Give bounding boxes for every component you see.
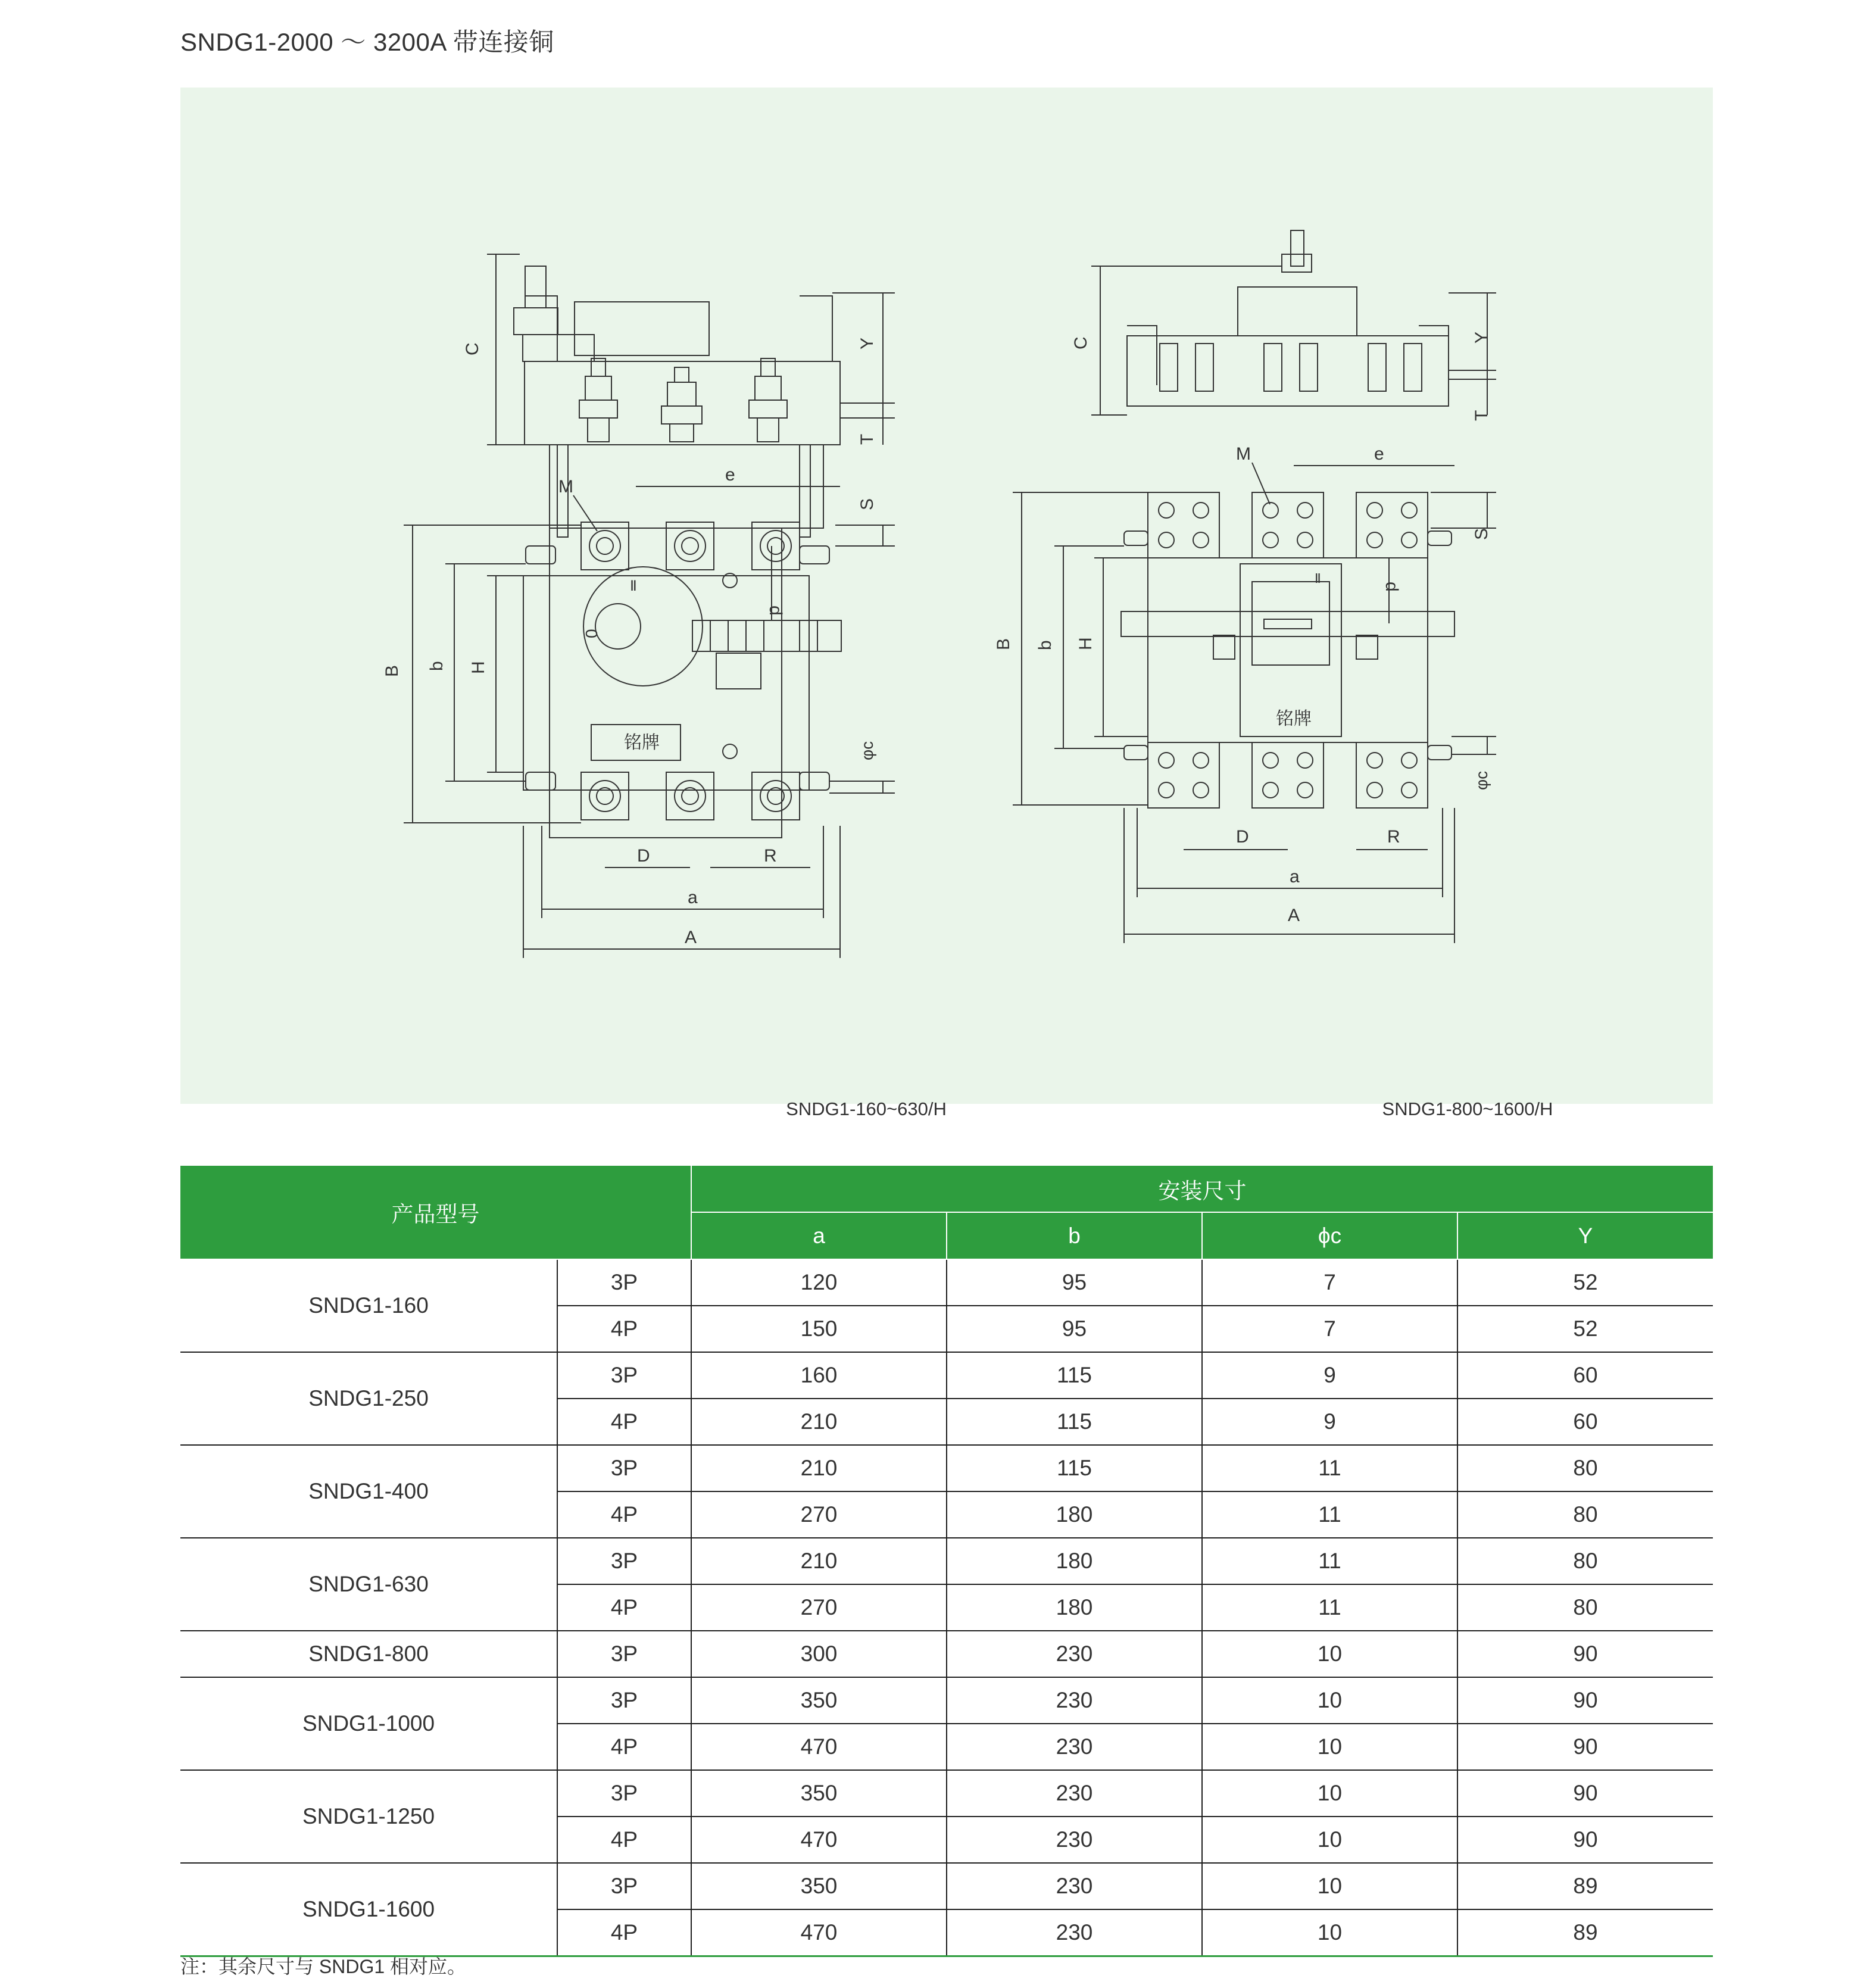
value-cell: 160 (691, 1352, 947, 1399)
side-bolts (579, 358, 787, 442)
model-cell: SNDG1-1250 (180, 1770, 557, 1863)
value-cell: 10 (1202, 1631, 1457, 1677)
value-cell: 7 (1202, 1259, 1457, 1306)
value-cell: 210 (691, 1445, 947, 1491)
value-cell: 9 (1202, 1399, 1457, 1445)
left-dim-phic: φc (858, 741, 876, 760)
pole-cell: 3P (557, 1445, 691, 1491)
right-drawing (994, 230, 1496, 943)
pole-cell: 4P (557, 1724, 691, 1770)
value-cell: 10 (1202, 1863, 1457, 1909)
value-cell: 89 (1457, 1863, 1713, 1909)
value-cell: 230 (947, 1863, 1202, 1909)
value-cell: 11 (1202, 1445, 1457, 1491)
left-side-view (463, 254, 895, 537)
value-cell: 470 (691, 1817, 947, 1863)
table-row (180, 1445, 1713, 1491)
right-dim-A: A (1288, 906, 1300, 925)
left-dim-R: R (764, 846, 777, 866)
value-cell: 90 (1457, 1817, 1713, 1863)
value-cell: 89 (1457, 1909, 1713, 1956)
value-cell: 350 (691, 1770, 947, 1817)
right-dim-B: B (994, 638, 1013, 650)
right-dim-D: D (1236, 827, 1249, 847)
value-cell: 270 (691, 1491, 947, 1538)
right-dim-H: H (1076, 637, 1095, 650)
pole-cell: 4P (557, 1584, 691, 1631)
value-cell: 150 (691, 1306, 947, 1352)
value-cell: 80 (1457, 1538, 1713, 1584)
value-cell: 300 (691, 1631, 947, 1677)
model-cell: SNDG1-1600 (180, 1863, 557, 1956)
right-dim-S: S (1472, 528, 1491, 540)
left-dim-A: A (685, 928, 697, 947)
value-cell: 10 (1202, 1817, 1457, 1863)
value-cell: 11 (1202, 1584, 1457, 1631)
left-nameplate: 铭牌 (624, 733, 660, 753)
pole-cell: 3P (557, 1770, 691, 1817)
value-cell: 210 (691, 1399, 947, 1445)
value-cell: 230 (947, 1909, 1202, 1956)
value-cell: 180 (947, 1584, 1202, 1631)
value-cell: 115 (947, 1352, 1202, 1399)
left-dim-M: M (558, 477, 573, 497)
table-row (180, 1770, 1713, 1817)
value-cell: 80 (1457, 1491, 1713, 1538)
table-row (180, 1863, 1713, 1909)
value-cell: 60 (1457, 1399, 1713, 1445)
model-cell: SNDG1-1000 (180, 1677, 557, 1770)
footnote: 注：其余尺寸与 SNDG1 相对应。 (180, 1956, 467, 1977)
value-cell: 80 (1457, 1445, 1713, 1491)
right-dim-T: T (1472, 410, 1491, 421)
right-side-view (1071, 230, 1496, 421)
value-cell: 95 (947, 1306, 1202, 1352)
model-cell: SNDG1-800 (180, 1631, 557, 1677)
value-cell: 180 (947, 1491, 1202, 1538)
value-cell: 120 (691, 1259, 947, 1306)
model-cell: SNDG1-400 (180, 1445, 557, 1538)
pole-cell: 3P (557, 1259, 691, 1306)
spec-table (180, 1166, 1713, 1957)
pole-cell: 4P (557, 1399, 691, 1445)
dim-T: T (857, 433, 877, 445)
table-row (180, 1677, 1713, 1724)
value-cell: 270 (691, 1584, 947, 1631)
value-cell: 230 (947, 1817, 1202, 1863)
right-dim-M: M (1236, 444, 1251, 464)
value-cell: 470 (691, 1724, 947, 1770)
left-drawing (382, 254, 895, 958)
value-cell: 10 (1202, 1677, 1457, 1724)
value-cell: 230 (947, 1631, 1202, 1677)
left-dim-d: d (766, 606, 785, 616)
right-dim-R: R (1387, 827, 1400, 847)
left-dim-D: D (637, 846, 650, 866)
value-cell: 10 (1202, 1770, 1457, 1817)
left-dim-H: H (469, 661, 488, 674)
value-cell: 52 (1457, 1259, 1713, 1306)
right-nameplate: 铭牌 (1276, 709, 1312, 729)
value-cell: 60 (1457, 1352, 1713, 1399)
right-pos-II: Ⅱ (1315, 571, 1321, 586)
right-dim-e: e (1374, 444, 1384, 464)
left-pos-0: 0 (582, 629, 601, 638)
value-cell: 90 (1457, 1770, 1713, 1817)
value-cell: 230 (947, 1770, 1202, 1817)
table-row (180, 1631, 1713, 1677)
pole-cell: 3P (557, 1352, 691, 1399)
table-row (180, 1259, 1713, 1306)
pole-cell: 3P (557, 1863, 691, 1909)
value-cell: 10 (1202, 1909, 1457, 1956)
right-dim-a: a (1290, 867, 1300, 887)
pole-cell: 3P (557, 1677, 691, 1724)
pole-cell: 4P (557, 1491, 691, 1538)
left-pos-II: Ⅱ (630, 578, 637, 594)
header-a: a (691, 1212, 947, 1259)
value-cell: 230 (947, 1677, 1202, 1724)
value-cell: 115 (947, 1399, 1202, 1445)
model-cell: SNDG1-630 (180, 1538, 557, 1631)
model-cell: SNDG1-250 (180, 1352, 557, 1445)
pole-cell: 3P (557, 1538, 691, 1584)
value-cell: 90 (1457, 1677, 1713, 1724)
left-drawing-caption: SNDG1-160~630/H (786, 1098, 947, 1119)
left-dim-e: e (725, 465, 735, 485)
left-dim-B: B (382, 664, 402, 677)
header-install-dims: 安装尺寸 (691, 1166, 1713, 1212)
right-front-view (994, 444, 1496, 943)
value-cell: 9 (1202, 1352, 1457, 1399)
dim-C: C (463, 342, 482, 355)
left-front-view (382, 465, 895, 958)
value-cell: 470 (691, 1909, 947, 1956)
table-row (180, 1352, 1713, 1399)
value-cell: 11 (1202, 1491, 1457, 1538)
side-bolts-right (1160, 344, 1422, 391)
value-cell: 95 (947, 1259, 1202, 1306)
model-cell: SNDG1-160 (180, 1259, 557, 1352)
right-dim-phic: φc (1472, 770, 1491, 790)
value-cell: 90 (1457, 1631, 1713, 1677)
value-cell: 115 (947, 1445, 1202, 1491)
value-cell: 180 (947, 1538, 1202, 1584)
pole-cell: 4P (557, 1306, 691, 1352)
header-phic: ϕc (1202, 1212, 1457, 1259)
value-cell: 11 (1202, 1538, 1457, 1584)
header-b: b (947, 1212, 1202, 1259)
left-dim-S: S (857, 498, 877, 510)
left-dim-a: a (688, 888, 698, 907)
value-cell: 90 (1457, 1724, 1713, 1770)
pole-cell: 4P (557, 1817, 691, 1863)
pole-cell: 3P (557, 1631, 691, 1677)
header-model: 产品型号 (180, 1166, 691, 1259)
page-title: SNDG1-2000 ～ 3200A 带连接铜 (180, 28, 554, 56)
value-cell: 10 (1202, 1724, 1457, 1770)
left-dim-b: b (427, 661, 447, 671)
right-dim-d: d (1382, 582, 1401, 592)
value-cell: 350 (691, 1677, 947, 1724)
header-y: Y (1457, 1212, 1713, 1259)
value-cell: 7 (1202, 1306, 1457, 1352)
drawing-panel (180, 88, 1713, 1119)
value-cell: 350 (691, 1863, 947, 1909)
right-dim-C: C (1071, 336, 1091, 349)
value-cell: 80 (1457, 1584, 1713, 1631)
pole-cell: 4P (557, 1909, 691, 1956)
value-cell: 210 (691, 1538, 947, 1584)
right-dim-Y: Y (1472, 331, 1491, 344)
dim-Y: Y (857, 337, 877, 349)
value-cell: 230 (947, 1724, 1202, 1770)
right-drawing-caption: SNDG1-800~1600/H (1382, 1098, 1553, 1119)
dimension-drawings (180, 88, 1713, 1104)
value-cell: 52 (1457, 1306, 1713, 1352)
table-row (180, 1538, 1713, 1584)
right-dim-b: b (1035, 640, 1055, 650)
spec-table-body (180, 1259, 1713, 1956)
